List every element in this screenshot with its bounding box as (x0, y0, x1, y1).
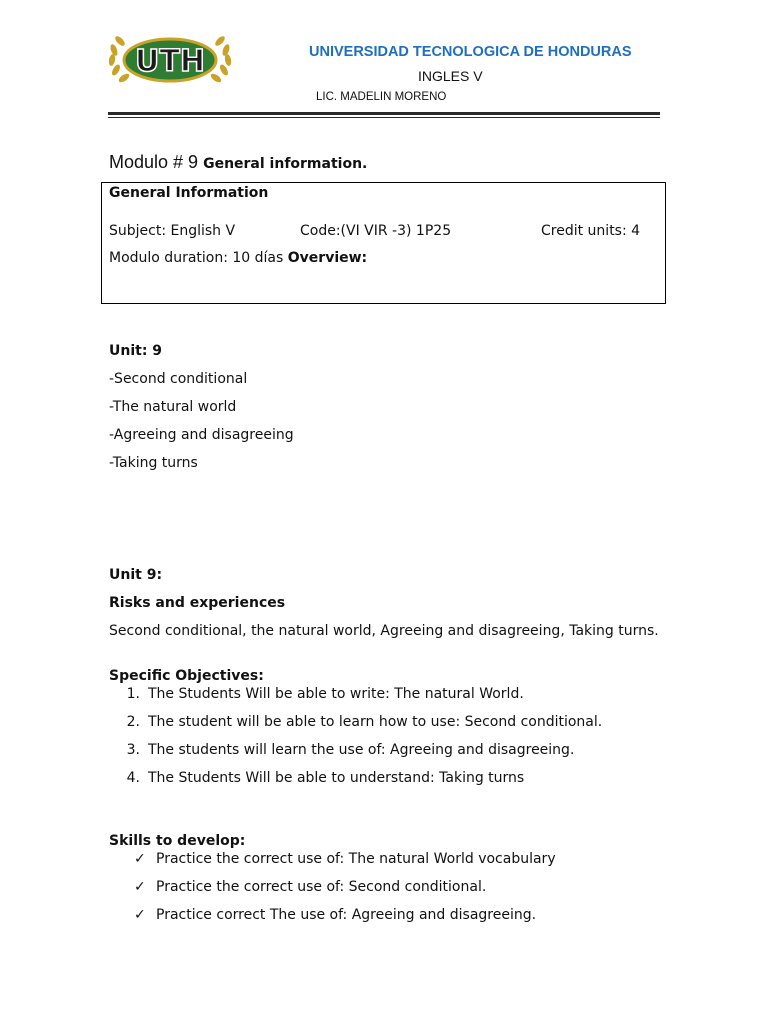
unit-topic: -The natural world (109, 399, 237, 415)
logo-text: UTH (135, 44, 205, 79)
checkmark-icon: ✓ (134, 851, 146, 867)
skill-item: ✓ Practice the correct use of: Second conditional. (134, 879, 487, 895)
code-field: Code:(VI VIR -3) 1P25 (300, 223, 452, 239)
duration-line (109, 250, 367, 266)
objective-item: 4. The Students Will be able to understand: Taking turns (126, 770, 525, 786)
credit-units-field: Credit units: 4 (541, 223, 641, 239)
unit-heading: Unit: 9 (109, 343, 163, 359)
info-heading: General Information (109, 185, 269, 201)
teacher-name: LIC. MADELIN MORENO (316, 91, 447, 103)
skill-item: ✓ Practice the correct use of: The natural World vocabulary (134, 851, 556, 867)
skills-heading: Skills to develop: (109, 833, 246, 849)
checkmark-icon: ✓ (134, 907, 146, 923)
uth-logo (104, 30, 236, 92)
checkmark-icon: ✓ (134, 879, 146, 895)
module-number: Modulo # 9 (109, 152, 199, 172)
unit-topic: -Agreeing and disagreeing (109, 427, 294, 443)
unit-topic: -Taking turns (109, 455, 198, 471)
objective-item: 3. The students will learn the use of: Agreeing and disagreeing. (126, 742, 575, 758)
subject-field: Subject: English V (109, 223, 236, 239)
course-name: INGLES V (418, 68, 483, 84)
unit-topic: -Second conditional (109, 371, 248, 387)
header-rule (108, 112, 660, 115)
unit-subtitle: Risks and experiences (109, 595, 286, 611)
overview-label: Overview: (287, 250, 368, 266)
skill-item: ✓ Practice correct The use of: Agreeing and disagreeing. (134, 907, 537, 923)
university-name: UNIVERSIDAD TECNOLOGICA DE HONDURAS (309, 44, 632, 60)
header-rule-thin (108, 117, 660, 118)
unit-detail-heading: Unit 9: (109, 567, 163, 583)
objective-item: 2. The student will be able to learn how to use: Second conditional. (126, 714, 603, 730)
duration-field: Modulo duration: 10 días (109, 250, 284, 266)
module-subtitle: General information. (203, 156, 368, 172)
objectives-heading: Specific Objectives: (109, 668, 264, 684)
objective-item: 1. The Students Will be able to write: The natural World. (126, 686, 524, 702)
unit-topics: Second conditional, the natural world, Agreeing and disagreeing, Taking turns. (109, 623, 659, 639)
module-title (109, 152, 367, 173)
